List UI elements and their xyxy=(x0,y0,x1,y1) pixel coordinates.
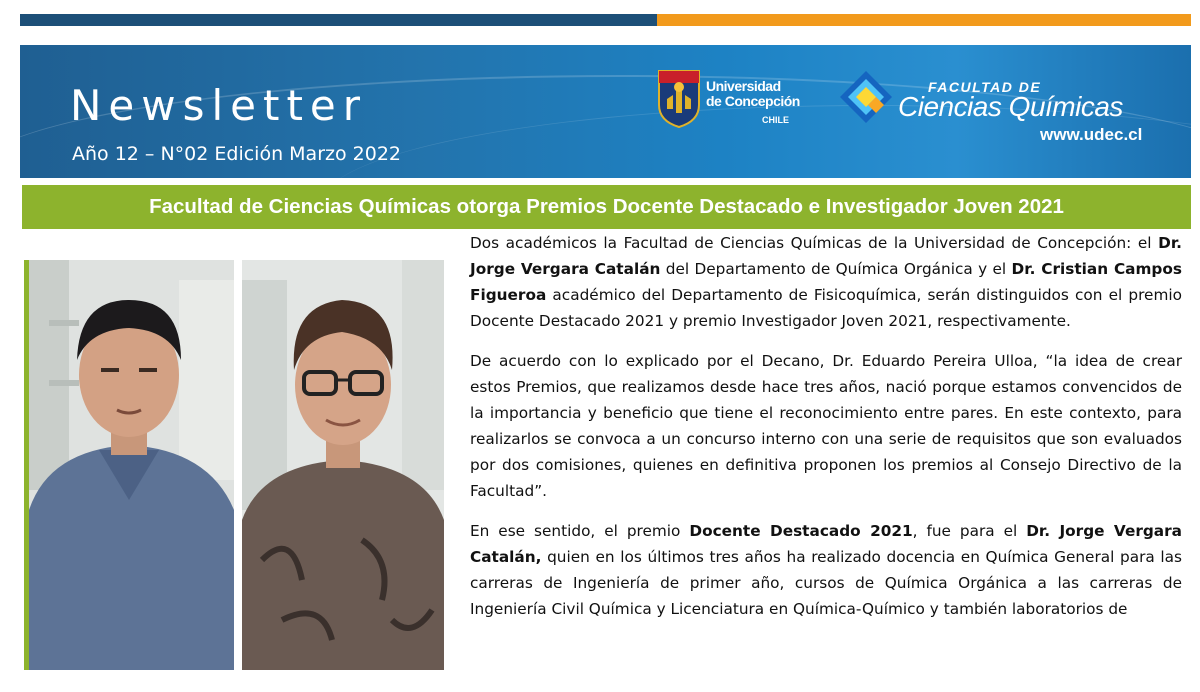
udec-country: CHILE xyxy=(762,115,789,125)
newsletter-title: Newsletter xyxy=(70,81,368,130)
udec-crest-icon xyxy=(657,69,701,129)
top-bar-orange-segment xyxy=(657,14,1191,26)
photo-jorge-vergara xyxy=(24,260,234,670)
article-paragraph: En ese sentido, el premio Docente Destacado 2021, fue para el Dr. Jorge Vergara Catalán, quien en los últimos tres años ha realizado docencia en Química General para las carreras de Ingeniería de primer año, cursos de Química Orgánica a las carreras de Ingeniería Civil Química y Licenciatura en Química-Químico y también laboratorios de xyxy=(470,522,1182,618)
top-color-bar xyxy=(20,14,1191,26)
article-headline: Facultad de Ciencias Químicas otorga Premios Docente Destacado e Investigador Joven 2021 xyxy=(149,195,1064,218)
top-bar-blue-segment xyxy=(20,14,657,26)
article-paragraph: Dos académicos la Facultad de Ciencias Químicas de la Universidad de Concepción: el Dr. Jorge Vergara Catalán del Departamento de Química Orgánica y el Dr. Cristian Campos Figueroa académico del Departamento de Fisicoquímica, serán distinguidos con el premio Docente Destacado 2021 y premio Investigador Joven 2021, respectivamente. xyxy=(470,234,1182,330)
fcq-website: www.udec.cl xyxy=(1040,125,1143,144)
fcq-logo-top-text: FACULTAD DE xyxy=(928,79,1042,95)
article-headline-bar xyxy=(22,185,1191,229)
article-body xyxy=(470,230,1182,636)
newsletter-banner xyxy=(20,45,1191,178)
udec-logo-text: Universidad de Concepción xyxy=(706,78,800,109)
article-paragraph: De acuerdo con lo explicado por el Decano, Dr. Eduardo Pereira Ulloa, “la idea de crear estos Premios, que realizamos desde hace tres años, nació porque estamos convencidos de la importancia y beneficio que tiene el reconocimiento entre pares. En este contexto, para realizarlos se convoca a un concurso interno con una serie de requisitos que son evaluados por dos comisiones, quienes en definitiva proponen los premios al Consejo Directivo de la Facultad”. xyxy=(470,352,1182,500)
fcq-logo-name: Ciencias Químicas xyxy=(898,91,1123,122)
fcq-diamond-logo-icon xyxy=(838,69,894,125)
photo-cristian-campos xyxy=(242,260,444,670)
newsletter-issue: Año 12 – N°02 Edición Marzo 2022 xyxy=(72,143,402,165)
